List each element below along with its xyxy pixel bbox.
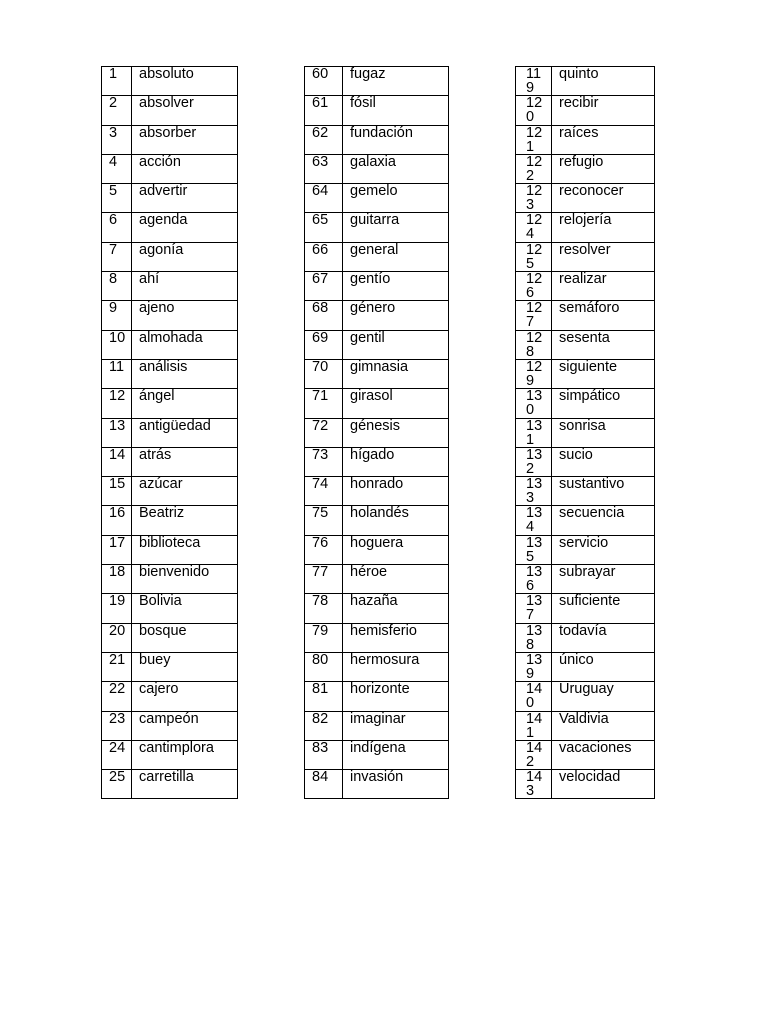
- table-row: [102, 359, 238, 388]
- table-row: [305, 594, 449, 623]
- row-number: 84: [305, 770, 343, 799]
- table-row: [305, 96, 449, 125]
- row-number-text: 138: [526, 622, 543, 653]
- row-word: gemelo: [343, 184, 449, 213]
- row-number: 60: [305, 67, 343, 96]
- row-number-text: 128: [526, 329, 543, 360]
- row-number: 20: [102, 623, 132, 652]
- word-table-1: [101, 66, 238, 799]
- table-row: [102, 96, 238, 125]
- row-word: raíces: [552, 125, 655, 154]
- row-number: 4: [102, 154, 132, 183]
- row-number-text: 130: [526, 388, 543, 419]
- row-word: sonrisa: [552, 418, 655, 447]
- row-number: 3: [102, 125, 132, 154]
- row-word: advertir: [132, 184, 238, 213]
- row-number: 17: [102, 535, 132, 564]
- table-row: [102, 154, 238, 183]
- row-word: servicio: [552, 535, 655, 564]
- row-number: [516, 565, 552, 594]
- row-word: génesis: [343, 418, 449, 447]
- row-word: biblioteca: [132, 535, 238, 564]
- table-row: [102, 623, 238, 652]
- table-row: [305, 740, 449, 769]
- row-word: suficiente: [552, 594, 655, 623]
- row-number-text: 136: [526, 564, 543, 595]
- row-word: fósil: [343, 96, 449, 125]
- row-number-text: 121: [526, 124, 543, 155]
- table-row: [102, 477, 238, 506]
- row-number-text: 120: [526, 95, 543, 126]
- row-number-text: 125: [526, 241, 543, 272]
- row-word: resolver: [552, 242, 655, 271]
- table-row: [516, 242, 655, 271]
- row-word: relojería: [552, 213, 655, 242]
- row-word: agonía: [132, 242, 238, 271]
- table-row: [102, 389, 238, 418]
- row-word: hermosura: [343, 652, 449, 681]
- row-number: 65: [305, 213, 343, 242]
- table-row: [516, 565, 655, 594]
- row-number: 19: [102, 594, 132, 623]
- row-number: [516, 711, 552, 740]
- table-row: [516, 330, 655, 359]
- row-word: subrayar: [552, 565, 655, 594]
- row-number: [516, 682, 552, 711]
- row-number: 74: [305, 477, 343, 506]
- row-number: 75: [305, 506, 343, 535]
- row-number-text: 133: [526, 476, 543, 507]
- row-number: 18: [102, 565, 132, 594]
- row-word: gimnasia: [343, 359, 449, 388]
- table-row: [516, 447, 655, 476]
- table-row: [102, 213, 238, 242]
- row-word: análisis: [132, 359, 238, 388]
- row-word: quinto: [552, 67, 655, 96]
- table-row: [516, 594, 655, 623]
- row-word: Valdivia: [552, 711, 655, 740]
- row-word: Beatriz: [132, 506, 238, 535]
- row-number: 64: [305, 184, 343, 213]
- table-row: [516, 184, 655, 213]
- table-row: [305, 711, 449, 740]
- row-number: 62: [305, 125, 343, 154]
- row-word: Bolivia: [132, 594, 238, 623]
- row-word: hoguera: [343, 535, 449, 564]
- table-row: [516, 535, 655, 564]
- row-word: cantimplora: [132, 740, 238, 769]
- row-number: 7: [102, 242, 132, 271]
- row-number: 76: [305, 535, 343, 564]
- table-row: [305, 770, 449, 799]
- table-row: [516, 213, 655, 242]
- row-number: [516, 770, 552, 799]
- row-word: guitarra: [343, 213, 449, 242]
- word-table-3: [515, 66, 655, 799]
- row-number-text: 126: [526, 271, 543, 302]
- row-word: buey: [132, 652, 238, 681]
- row-number: 67: [305, 272, 343, 301]
- table-row: [516, 67, 655, 96]
- table-row: [102, 682, 238, 711]
- row-word: fugaz: [343, 67, 449, 96]
- table-row: [102, 67, 238, 96]
- table-row: [516, 301, 655, 330]
- row-number: 2: [102, 96, 132, 125]
- table-row: [305, 477, 449, 506]
- row-word: sustantivo: [552, 477, 655, 506]
- row-word: simpático: [552, 389, 655, 418]
- table-row: [102, 125, 238, 154]
- row-number: 68: [305, 301, 343, 330]
- row-number: [516, 506, 552, 535]
- row-number: 16: [102, 506, 132, 535]
- row-number-text: 131: [526, 417, 543, 448]
- row-word: azúcar: [132, 477, 238, 506]
- row-number: [516, 535, 552, 564]
- row-word: gentío: [343, 272, 449, 301]
- table-row: [305, 213, 449, 242]
- row-number: [516, 477, 552, 506]
- row-word: absoluto: [132, 67, 238, 96]
- row-word: atrás: [132, 447, 238, 476]
- table-row: [305, 535, 449, 564]
- row-word: galaxia: [343, 154, 449, 183]
- row-word: fundación: [343, 125, 449, 154]
- row-word: semáforo: [552, 301, 655, 330]
- table-row: [516, 125, 655, 154]
- row-number: [516, 652, 552, 681]
- row-number-text: 134: [526, 505, 543, 536]
- table-row: [305, 389, 449, 418]
- row-number: [516, 594, 552, 623]
- table-row: [305, 652, 449, 681]
- row-number: 15: [102, 477, 132, 506]
- table-row: [516, 272, 655, 301]
- table-row: [516, 154, 655, 183]
- row-number: 6: [102, 213, 132, 242]
- row-number: 77: [305, 565, 343, 594]
- row-number: 78: [305, 594, 343, 623]
- row-number: [516, 213, 552, 242]
- row-number: [516, 330, 552, 359]
- row-word: bienvenido: [132, 565, 238, 594]
- table-row: [102, 242, 238, 271]
- row-word: sucio: [552, 447, 655, 476]
- row-word: vacaciones: [552, 740, 655, 769]
- row-number-text: 137: [526, 593, 543, 624]
- table-row: [516, 359, 655, 388]
- row-number: [516, 184, 552, 213]
- table-row: [305, 67, 449, 96]
- row-number: 79: [305, 623, 343, 652]
- row-number: 25: [102, 770, 132, 799]
- table-row: [305, 447, 449, 476]
- table-row: [516, 652, 655, 681]
- row-word: ángel: [132, 389, 238, 418]
- row-number: 73: [305, 447, 343, 476]
- table-row: [305, 565, 449, 594]
- row-number: 69: [305, 330, 343, 359]
- row-number: 11: [102, 359, 132, 388]
- row-number-text: 139: [526, 651, 543, 682]
- row-word: hazaña: [343, 594, 449, 623]
- row-number-text: 141: [526, 710, 543, 741]
- row-word: imaginar: [343, 711, 449, 740]
- table-row: [305, 359, 449, 388]
- row-number: [516, 740, 552, 769]
- table-row: [516, 506, 655, 535]
- row-number: 9: [102, 301, 132, 330]
- table-row: [102, 594, 238, 623]
- row-word: recibir: [552, 96, 655, 125]
- row-number-text: 127: [526, 300, 543, 331]
- row-word: girasol: [343, 389, 449, 418]
- row-number: [516, 272, 552, 301]
- table-row: [305, 184, 449, 213]
- row-word: almohada: [132, 330, 238, 359]
- row-number-text: 122: [526, 153, 543, 184]
- table-row: [102, 770, 238, 799]
- row-number-text: 142: [526, 739, 543, 770]
- row-word: holandés: [343, 506, 449, 535]
- table-row: [102, 184, 238, 213]
- row-number: 63: [305, 154, 343, 183]
- table-row: [102, 447, 238, 476]
- row-number: 13: [102, 418, 132, 447]
- row-word: horizonte: [343, 682, 449, 711]
- row-word: bosque: [132, 623, 238, 652]
- row-number: 21: [102, 652, 132, 681]
- row-number: [516, 242, 552, 271]
- row-word: realizar: [552, 272, 655, 301]
- row-number-text: 132: [526, 446, 543, 477]
- row-number: 83: [305, 740, 343, 769]
- row-word: siguiente: [552, 359, 655, 388]
- table-row: [516, 96, 655, 125]
- row-number: [516, 359, 552, 388]
- row-word: único: [552, 652, 655, 681]
- row-number: 12: [102, 389, 132, 418]
- row-word: héroe: [343, 565, 449, 594]
- row-number: [516, 623, 552, 652]
- row-number-text: 124: [526, 212, 543, 243]
- row-number: 23: [102, 711, 132, 740]
- row-number: 1: [102, 67, 132, 96]
- row-word: antigüedad: [132, 418, 238, 447]
- row-word: ajeno: [132, 301, 238, 330]
- row-number: [516, 96, 552, 125]
- row-number: 71: [305, 389, 343, 418]
- row-word: campeón: [132, 711, 238, 740]
- table-row: [102, 711, 238, 740]
- table-row: [305, 330, 449, 359]
- row-number: 8: [102, 272, 132, 301]
- row-number: 24: [102, 740, 132, 769]
- table-row: [516, 418, 655, 447]
- table-row: [516, 623, 655, 652]
- row-number: [516, 154, 552, 183]
- row-word: acción: [132, 154, 238, 183]
- table-row: [102, 418, 238, 447]
- table-row: [305, 154, 449, 183]
- row-word: cajero: [132, 682, 238, 711]
- table-row: [102, 565, 238, 594]
- row-number: [516, 389, 552, 418]
- row-word: invasión: [343, 770, 449, 799]
- row-number-text: 143: [526, 769, 543, 800]
- table-row: [305, 506, 449, 535]
- row-number: 14: [102, 447, 132, 476]
- row-number-text: 119: [526, 66, 542, 96]
- row-word: carretilla: [132, 770, 238, 799]
- table-row: [102, 330, 238, 359]
- row-number: 61: [305, 96, 343, 125]
- row-word: honrado: [343, 477, 449, 506]
- row-word: gentil: [343, 330, 449, 359]
- row-number: 66: [305, 242, 343, 271]
- table-row: [102, 301, 238, 330]
- table-row: [102, 652, 238, 681]
- row-word: absorber: [132, 125, 238, 154]
- row-number-text: 129: [526, 358, 543, 389]
- row-number: [516, 125, 552, 154]
- row-word: hígado: [343, 447, 449, 476]
- row-number: 70: [305, 359, 343, 388]
- table-row: [305, 418, 449, 447]
- row-word: general: [343, 242, 449, 271]
- row-number-text: 123: [526, 183, 543, 214]
- row-word: hemisferio: [343, 623, 449, 652]
- table-row: [305, 125, 449, 154]
- row-word: refugio: [552, 154, 655, 183]
- table-row: [516, 389, 655, 418]
- table-row: [305, 623, 449, 652]
- table-row: [305, 242, 449, 271]
- table-row: [102, 506, 238, 535]
- row-number: [516, 301, 552, 330]
- row-word: secuencia: [552, 506, 655, 535]
- table-row: [516, 682, 655, 711]
- table-row: [516, 740, 655, 769]
- table-row: [516, 770, 655, 799]
- table-row: [102, 535, 238, 564]
- table-row: [102, 740, 238, 769]
- row-number: [516, 447, 552, 476]
- row-word: Uruguay: [552, 682, 655, 711]
- row-number: 80: [305, 652, 343, 681]
- row-number-text: 140: [526, 681, 543, 712]
- row-word: género: [343, 301, 449, 330]
- row-word: reconocer: [552, 184, 655, 213]
- row-word: absolver: [132, 96, 238, 125]
- row-number: 22: [102, 682, 132, 711]
- row-number: [516, 418, 552, 447]
- row-word: sesenta: [552, 330, 655, 359]
- row-number: 82: [305, 711, 343, 740]
- row-number: [516, 67, 552, 96]
- row-word: todavía: [552, 623, 655, 652]
- row-number-text: 135: [526, 534, 543, 565]
- table-row: [305, 682, 449, 711]
- row-number: 5: [102, 184, 132, 213]
- table-row: [305, 301, 449, 330]
- row-number: 81: [305, 682, 343, 711]
- table-row: [102, 272, 238, 301]
- table-row: [305, 272, 449, 301]
- word-table-2: [304, 66, 449, 799]
- row-word: velocidad: [552, 770, 655, 799]
- row-word: agenda: [132, 213, 238, 242]
- row-word: ahí: [132, 272, 238, 301]
- row-word: indígena: [343, 740, 449, 769]
- row-number: 10: [102, 330, 132, 359]
- table-row: [516, 477, 655, 506]
- table-row: [516, 711, 655, 740]
- row-number: 72: [305, 418, 343, 447]
